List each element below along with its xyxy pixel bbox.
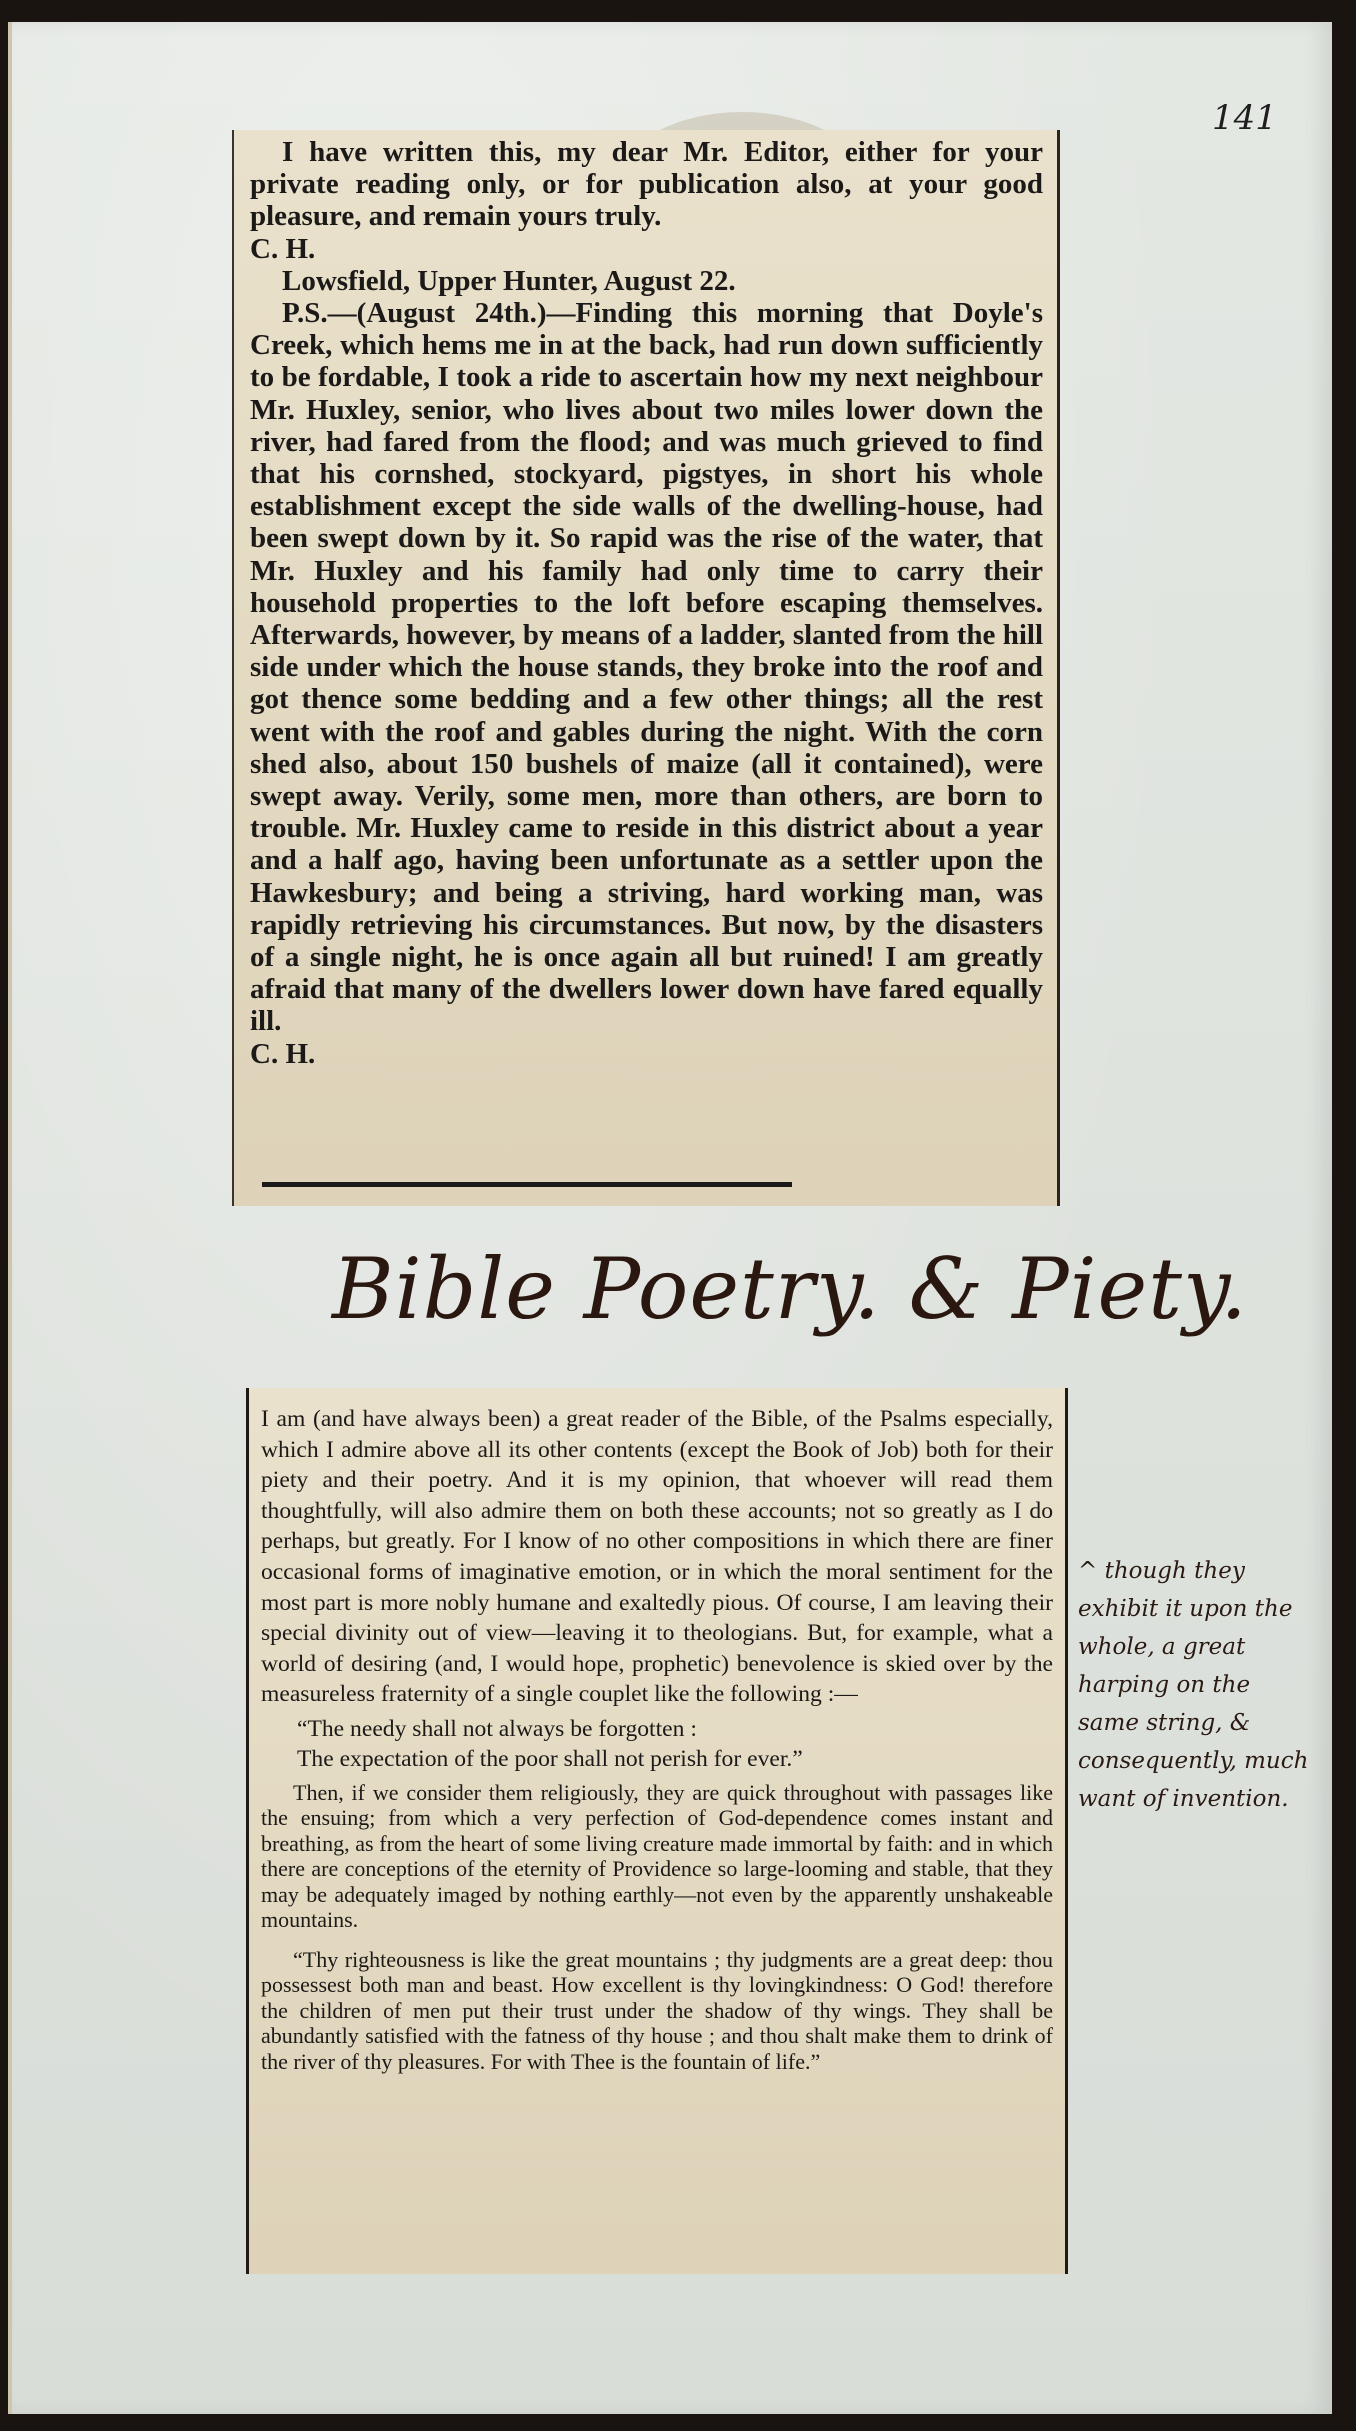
clipping-body [250,136,1043,1070]
scrapbook-page [8,22,1332,2414]
clipping-paragraph: I have written this, my dear Mr. Editor, either for your private reading only, or for publication also, at your good pleasure, and remain yours truly. [250,136,1043,233]
clipping-paragraph: I am (and have always been) a great reader of the Bible, of the Psalms especially, which I admire above all its other contents (except the Book of Job) both for their piety and their poetry. And it is my opinion, that whoever will read them thoughtfully, will also admire them on both these accounts; not so greatly as I do perhaps, but greatly. For I know of no other compositions in which there are finer occasional forms of imaginative emotion, or in which the moral sentiment for the most part is more nobly humane and exaltedly pious. Of course, I am leaving their special divinity out of view—leaving it to theologians. But, for example, what a world of desiring (and, I would hope, prophetic) benevolence is skied over by the measureless fraternity of a single couplet like the following :— [261,1406,1053,1708]
signature-initials: C. H. [250,232,316,265]
quotation-paragraph: “Thy righteousness is like the great mountains ; thy judgments are a great deep: thou possessest both man and beast. How excellent is thy lovingkindness: O God! therefore the children of men put their trust under the shadow of thy wings. They shall be abundantly satisfied with the fatness of thy house ; and thou shalt make them to drink of the river of thy pleasures. For with Thee is the fountain of life.” [261,1946,1053,2074]
margin-note-line: exhibit it upon the [1078,1596,1293,1622]
clipping-end-rule [262,1182,792,1187]
margin-note-line: harping on the [1078,1672,1251,1698]
signature-initials: C. H. [250,1037,316,1070]
handwritten-heading: Bible Poetry. & Piety. [332,1240,1248,1338]
newspaper-clipping-psalms [246,1388,1068,2274]
quotation-line: The expectation of the poor shall not perish for ever.” [297,1745,803,1772]
quotation-line: “The needy shall not always be forgotten : [297,1715,697,1742]
margin-note-line: ^ though they [1078,1558,1245,1584]
clipping-paragraph: Then, if we consider them religiously, they are quick throughout with passages like the ensuing; from which a very perfection of God-dependence comes instant and breathing, as from the heart of some living creature made immortal by faith: and in which there are conceptions of the eternity of Providence so large-looming and stable, that they may be adequately imaged by nothing earthly—not even by the apparently unshakeable mountains. [261,1779,1053,1933]
clipping-paragraph: Lowsfield, Upper Hunter, August 22. [282,264,736,297]
quotation-block [261,1714,1053,1774]
handwritten-margin-note [1078,1552,1348,1818]
margin-note-line: want of invention. [1078,1786,1289,1812]
margin-note-line: whole, a great [1078,1634,1246,1660]
newspaper-clipping-letter [232,130,1060,1206]
margin-note-line: same string, & [1078,1710,1251,1736]
clipping-paragraph: P.S.—(August 24th.)—Finding this morning that Doyle's Creek, which hems me in at the back, had run down sufficiently to be fordable, I took a ride to ascertain how my next neighbour Mr. Huxley, senior, who lives about two miles lower down the river, had fared from the flood; and was much grieved to find that his cornshed, stockyard, pigstyes, in short his whole establishment except the side walls of the dwelling-house, had been swept down by it. So rapid was the rise of the water, that Mr. Huxley and his family had only time to carry their household properties to the loft before escaping themselves. Afterwards, however, by means of a ladder, slanted from the hill side under which the house stands, they broke into the roof and got thence some bedding and a few other things; all the rest went with the roof and gables during the night. With the corn shed also, about 150 bushels of maize (all it contained), were swept away. Verily, some men, more than others, are born to trouble. Mr. Huxley came to reside in this district about a year and a half ago, having been unfortunate as a settler upon the Hawkesbury; and being a striving, hard working man, was rapidly retrieving his circumstances. But now, by the disasters of a single night, he is once again all but ruined! I am greatly afraid that many of the dwellers lower down have fared equally ill. [250,297,1043,1038]
page-number: 141 [1212,98,1277,138]
margin-note-line: consequently, much [1078,1748,1309,1774]
